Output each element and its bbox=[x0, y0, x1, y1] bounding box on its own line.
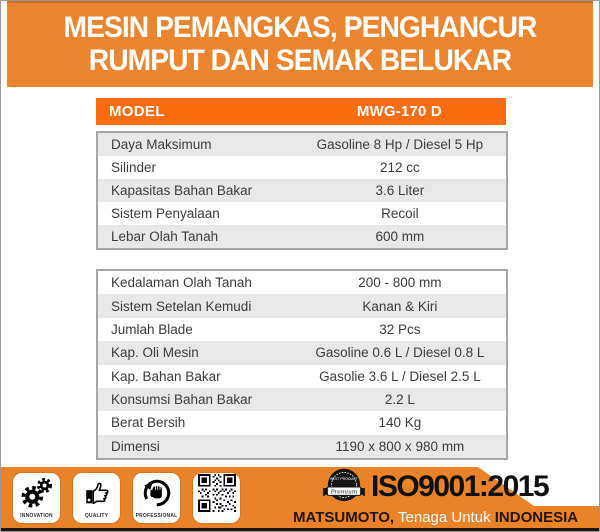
badge-label: PROFESSIONAL bbox=[135, 513, 178, 519]
spec-value: 600 mm bbox=[375, 229, 425, 244]
spec-label: Kedalaman Olah Tanah bbox=[111, 275, 252, 291]
spec-value: 140 Kg bbox=[378, 415, 422, 431]
iso-certification: ISO9001:2015 bbox=[371, 470, 549, 503]
spec-value: Gasoline 8 Hp / Diesel 5 Hp bbox=[316, 137, 484, 152]
thumbs-up-icon bbox=[73, 473, 120, 513]
table-row bbox=[98, 388, 506, 411]
table-row bbox=[98, 365, 506, 388]
spec-label: Jumlah Blade bbox=[111, 321, 193, 337]
table-row bbox=[98, 271, 506, 294]
spec-label: Lebar Olah Tanah bbox=[111, 229, 219, 244]
table-row bbox=[98, 133, 506, 156]
qr-code-icon bbox=[193, 473, 240, 513]
badge-professional bbox=[133, 473, 180, 523]
spec-label: Silinder bbox=[111, 160, 157, 175]
svg-text:Premium: Premium bbox=[330, 489, 358, 496]
spec-value: Gasoline 0.6 L / Diesel 0.8 L bbox=[315, 345, 485, 361]
table-row bbox=[98, 294, 506, 317]
model-label: MODEL bbox=[109, 103, 165, 120]
tagline-country: INDONESIA bbox=[494, 508, 579, 526]
table-row bbox=[98, 156, 506, 179]
spec-value: 3.6 Liter bbox=[375, 183, 425, 198]
badge-label: INNOVATION bbox=[20, 513, 53, 519]
badge-label: QUALITY bbox=[84, 513, 109, 519]
spec-label: Konsumsi Bahan Bakar bbox=[111, 392, 253, 408]
spec-label: Berat Bersih bbox=[111, 415, 186, 431]
badge-qr bbox=[193, 473, 240, 523]
spec-label: Kapasitas Bahan Bakar bbox=[111, 183, 253, 198]
spec-label: Daya Maksimum bbox=[111, 137, 212, 152]
spec-label: Sistem Setelan Kemudi bbox=[111, 298, 252, 314]
badge-quality bbox=[73, 473, 120, 523]
spec-table-primary bbox=[96, 131, 508, 250]
page-title-line2: RUMPUT DAN SEMAK BELUKAR bbox=[88, 44, 512, 77]
table-row bbox=[98, 225, 506, 248]
table-row bbox=[98, 411, 506, 434]
svg-text:BEST PRODUCT: BEST PRODUCT bbox=[330, 477, 358, 482]
spec-value: Kanan & Kiri bbox=[362, 298, 438, 314]
table-row bbox=[98, 202, 506, 225]
spec-value: 212 cc bbox=[380, 160, 420, 175]
bottom-border-strip bbox=[1, 528, 600, 532]
table-row bbox=[98, 179, 506, 202]
spec-label: Kap. Bahan Bakar bbox=[111, 368, 221, 384]
gears-icon bbox=[13, 473, 60, 513]
spec-label: Dimensi bbox=[111, 438, 160, 454]
table-row bbox=[98, 435, 506, 458]
brand-name: MATSUMOTO, bbox=[293, 508, 395, 526]
tagline-middle: Tenaga Untuk bbox=[394, 508, 495, 526]
page-title-banner bbox=[7, 1, 593, 87]
spec-value: Recoil bbox=[381, 206, 419, 221]
spec-value: Gasolie 3.6 L / Diesel 2.5 L bbox=[319, 368, 481, 384]
fist-icon bbox=[133, 473, 180, 513]
spec-label: Sistem Penyalaan bbox=[111, 206, 220, 221]
spec-value: 2.2 L bbox=[384, 392, 415, 408]
model-header-row bbox=[96, 98, 506, 125]
table-row bbox=[98, 341, 506, 364]
spec-value: 200 - 800 mm bbox=[358, 275, 442, 291]
spec-table-secondary bbox=[96, 269, 508, 460]
spec-label: Kap. Oli Mesin bbox=[111, 345, 199, 361]
spec-value: 32 Pcs bbox=[379, 321, 421, 337]
brand-tagline bbox=[293, 506, 578, 528]
table-row bbox=[98, 318, 506, 341]
page-title-line1: MESIN PEMANGKAS, PENGHANCUR bbox=[63, 11, 537, 44]
model-value: MWG-170 D bbox=[356, 103, 442, 120]
spec-value: 1190 x 800 x 980 mm bbox=[335, 438, 465, 454]
badge-innovation bbox=[13, 473, 60, 523]
